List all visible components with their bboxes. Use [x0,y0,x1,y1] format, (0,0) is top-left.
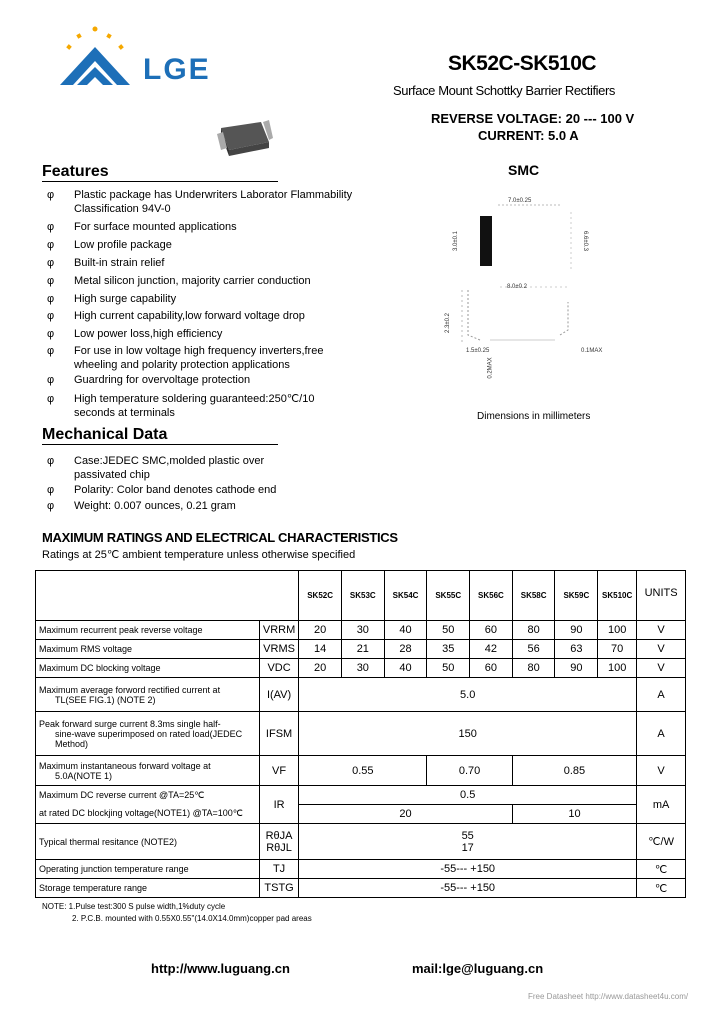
cell: 0.70 [427,756,512,786]
cell-unit: ℃ [637,860,686,879]
ratings-table [35,570,686,898]
mechanical-text: Case:JEDEC SMC,molded plastic over passivated chip [74,455,265,481]
row-symbol: TSTG [259,879,298,898]
note-1: NOTE: 1.Pulse test:300 S pulse width,1%duty cycle [42,902,226,911]
cell-unit: V [637,640,686,659]
feature-text: High temperature soldering guaranteed:250℃/10 seconds at terminals [74,393,315,419]
feature-text: Metal silicon junction, majority carrier conduction [74,275,311,287]
units-header: UNITS [637,571,686,621]
bullet-icon: φ [47,275,55,287]
row-label-line: TL(SEE FIG.1) (NOTE 2) [55,694,156,705]
website-link[interactable]: http://www.luguang.cn [151,961,290,976]
row-symbol [259,824,298,860]
bullet-icon: φ [47,221,55,233]
row-label [36,678,260,712]
dim-right2: 0.1MAX [581,348,603,354]
table-row [36,712,686,756]
table-row [36,678,686,712]
row-symbol: I(AV) [259,678,298,712]
feature-text: Low power loss,high efficiency [74,328,223,340]
cell: 0.55 [299,756,427,786]
feature-text: Plastic package has Underwriters Laborator Flammability Classification 94V-0 [74,189,353,215]
cell: 30 [341,621,384,640]
dim-mid: 8.0±0.2 [507,284,527,290]
feature-text: High surge capability [74,293,177,305]
table-row [36,756,686,786]
col-header: SK53C [341,571,384,621]
page-title: SK52C-SK510C [448,52,597,75]
cell: 0.85 [512,756,636,786]
cell: 20 [299,805,513,824]
col-header: SK52C [299,571,342,621]
cell: 80 [512,659,555,678]
cell: -55--- +150 [299,860,637,879]
row-label: at rated DC blockjing voltage(NOTE1) @TA=100℃ [36,805,260,824]
row-symbol: IFSM [259,712,298,756]
row-label-line: Maximum instantaneous forward voltage at [39,760,211,771]
cell: 80 [512,621,555,640]
row-label-line: Peak forward surge current 8.3ms single half- [39,718,221,729]
symbol-line: RθJL [266,841,292,854]
bullet-icon: φ [47,293,55,305]
cell: 150 [299,712,637,756]
table-row [36,640,686,659]
cell: 21 [341,640,384,659]
bullet-icon: φ [47,484,55,496]
dim-top: 7.0±0.25 [508,198,532,204]
row-label: Maximum DC reverse current @TA=25℃ [36,786,260,805]
cell: 50 [427,621,470,640]
diagram-caption: Dimensions in millimeters [477,411,591,422]
row-label [36,756,260,786]
cell: 60 [470,659,513,678]
logo-text: LGE [143,53,211,86]
cell: 70 [598,640,637,659]
bullet-icon: φ [47,239,55,251]
bullet-icon: φ [47,310,55,322]
cell: 20 [299,659,342,678]
cell: 20 [299,621,342,640]
feature-text: High current capability,low forward voltage drop [74,310,305,322]
row-label: Storage temperature range [36,879,260,898]
cell: 30 [341,659,384,678]
row-label: Typical thermal resitance (NOTE2) [36,824,260,860]
bullet-icon: φ [47,328,55,340]
row-symbol: TJ [259,860,298,879]
cell: 14 [299,640,342,659]
note-2: 2. P.C.B. mounted with 0.55X0.55"(14.0X14.0mm)copper pad areas [72,914,312,923]
row-symbol: IR [259,786,298,824]
dim-right: 6.6±0.3 [581,231,588,251]
smc-package-image [213,120,273,160]
bullet-icon: φ [47,500,55,512]
cell: 60 [470,621,513,640]
current-rating: CURRENT: 5.0 A [478,128,579,143]
cell-unit: V [637,621,686,640]
bullet-icon: φ [47,189,55,201]
cell: 40 [384,621,427,640]
mechanical-text: Weight: 0.007 ounces, 0.21 gram [74,500,236,512]
features-heading: Features [42,163,278,182]
cell: 50 [427,659,470,678]
col-header: SK58C [512,571,555,621]
table-row [36,824,686,860]
dim-foot: 0.2MAX [487,357,494,379]
cell: 35 [427,640,470,659]
bullet-icon: φ [47,257,55,269]
bullet-icon: φ [47,374,55,386]
table-row [36,805,686,824]
cell-unit: ℃ [637,879,686,898]
row-label: Maximum DC blocking voltage [36,659,260,678]
row-label-line: 5.0A(NOTE 1) [55,770,113,781]
dim-side: 2.3±0.2 [444,313,451,333]
cell-unit: ℃/W [637,824,686,860]
cell: 28 [384,640,427,659]
cell: 40 [384,659,427,678]
cell: 0.5 [299,786,637,805]
table-row [36,659,686,678]
table-row [36,621,686,640]
bullet-icon: φ [47,345,55,357]
row-label: Maximum recurrent peak reverse voltage [36,621,260,640]
cell-unit: A [637,712,686,756]
cell: 90 [555,621,598,640]
cell-unit: A [637,678,686,712]
cell [299,824,637,860]
reverse-voltage: REVERSE VOLTAGE: 20 --- 100 V [431,111,635,126]
feature-text: Low profile package [74,239,172,251]
ratings-note: Ratings at 25℃ ambient temperature unless otherwise specified [42,549,356,561]
dimension-drawing [440,190,640,390]
cell: 56 [512,640,555,659]
col-header: SK56C [470,571,513,621]
cell: 42 [470,640,513,659]
cell-unit: mA [637,786,686,824]
row-symbol: VRRM [259,621,298,640]
cell-unit: V [637,756,686,786]
col-header: SK59C [555,571,598,621]
package-name: SMC [508,162,540,178]
cell: 100 [598,621,637,640]
table-row [36,879,686,898]
row-label [36,712,260,756]
cell: 90 [555,659,598,678]
bullet-icon: φ [47,393,55,405]
row-label: Maximum RMS voltage [36,640,260,659]
mail-link[interactable]: mail:lge@luguang.cn [412,961,544,976]
bullet-icon: φ [47,455,55,467]
feature-text: Guardring for overvoltage protection [74,374,251,386]
row-symbol: VF [259,756,298,786]
cell-line: 17 [461,841,474,854]
dim-lead: 1.5±0.25 [466,348,490,354]
row-symbol: VRMS [259,640,298,659]
cell: 63 [555,640,598,659]
table-row [36,860,686,879]
table-header-row [36,571,686,621]
feature-text: For surface mounted applications [74,221,237,233]
col-header: SK55C [427,571,470,621]
cell: 10 [512,805,636,824]
page-subtitle: Surface Mount Schottky Barrier Rectifiers [393,83,616,98]
symbol-line: RθJA [265,829,293,842]
table-row [36,786,686,805]
mechanical-heading: Mechanical Data [42,426,278,445]
col-header: SK510C [598,571,637,621]
lge-logo-icon [55,25,140,95]
cell: -55--- +150 [299,879,637,898]
row-label: Operating junction temperature range [36,860,260,879]
feature-text: For use in low voltage high frequency inverters,free wheeling and polarity protection applications [74,345,324,371]
cell-line: 55 [461,829,474,842]
watermark: Free Datasheet http://www.datasheet4u.com/ [528,992,689,1001]
mechanical-text: Polarity: Color band denotes cathode end [74,484,277,496]
cell: 5.0 [299,678,637,712]
row-symbol: VDC [259,659,298,678]
row-label-line: Maximum average forword rectified current at [39,684,221,695]
cell: 100 [598,659,637,678]
dim-left: 3.0±0.1 [452,231,459,251]
col-header: SK54C [384,571,427,621]
feature-text: Built-in strain relief [74,257,165,269]
cell-unit: V [637,659,686,678]
row-label-line: Method) [55,738,89,749]
row-label-line: sine-wave superimposed on rated load(JEDEC [55,728,243,739]
ratings-heading: MAXIMUM RATINGS AND ELECTRICAL CHARACTERISTICS [42,530,398,545]
